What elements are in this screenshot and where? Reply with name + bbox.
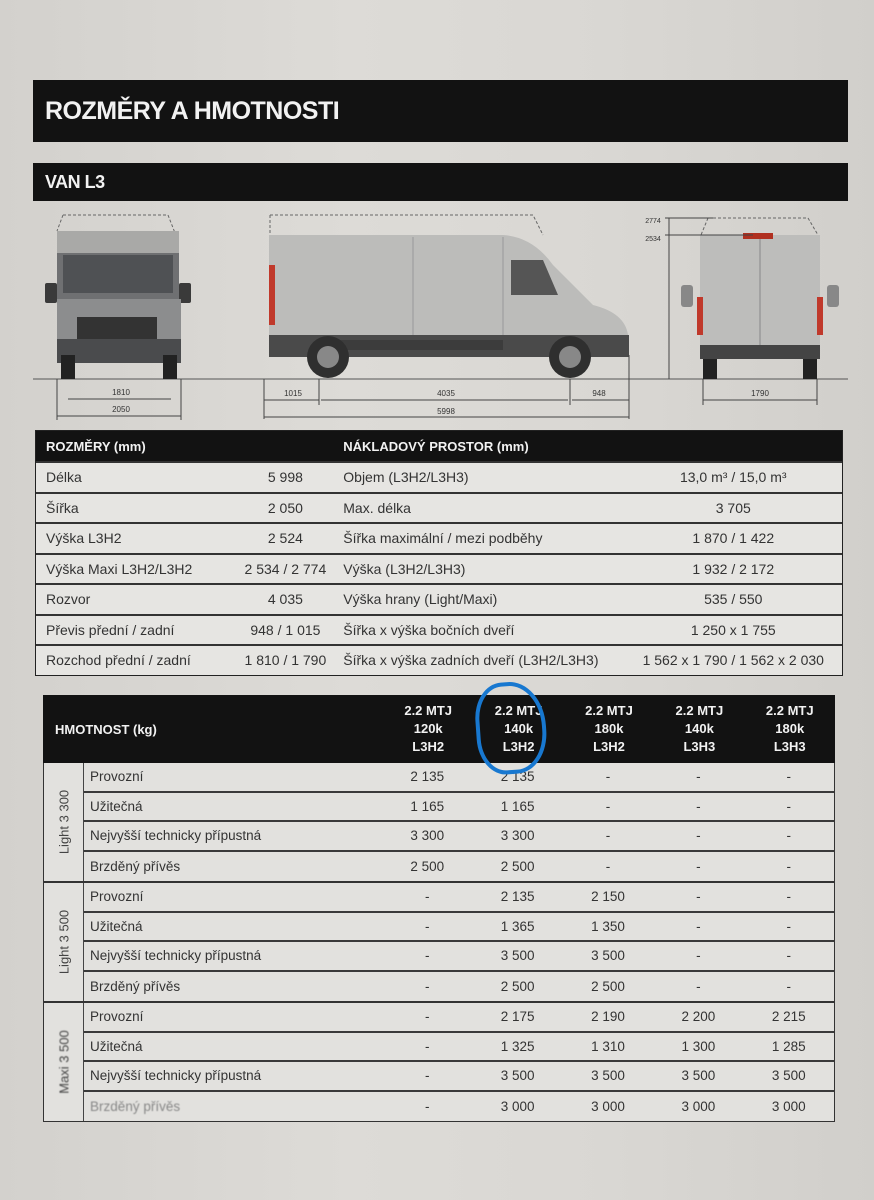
cargo-label: Šířka x výška bočních dveří	[343, 621, 515, 638]
table-row	[36, 461, 842, 492]
group-label: Light 3 500	[56, 909, 72, 975]
weights-table	[43, 695, 835, 1122]
weights-table-header	[43, 695, 835, 763]
group-label: Maxi 3 500	[56, 1030, 72, 1094]
table-row: Užitečná 1 165 1 165 - - -	[84, 793, 834, 823]
column-header-highlighted: 2.2 MTJ 140k L3H2	[473, 702, 563, 756]
table-row	[36, 583, 842, 614]
cargo-space-header: NÁKLADOVÝ PROSTOR (mm)	[343, 438, 529, 454]
dimension-value: 4 035	[267, 591, 303, 608]
cargo-label: Objem (L3H2/L3H3)	[343, 469, 469, 486]
table-row: Nejvyšší technicky přípustná 3 300 3 300 - - -	[84, 822, 834, 852]
dimension-value: 2 524	[267, 530, 303, 547]
dimension-label: Rozchod přední / zadní	[46, 652, 191, 669]
dimension-label: Převis přední / zadní	[46, 621, 175, 638]
weights-header-label: HMOTNOST (kg)	[55, 721, 157, 737]
column-header: 2.2 MTJ 180k L3H3	[765, 703, 814, 754]
table-row: Užitečná - 1 325 1 310 1 300 1 285	[84, 1033, 834, 1063]
cargo-value: 1 250 x 1 755	[690, 621, 776, 638]
dimension-value: 2 050	[267, 499, 303, 516]
dimensions-header: ROZMĚRY (mm)	[46, 438, 146, 454]
dimension-value: 5 998	[267, 469, 303, 486]
dimension-value: 1 810 / 1 790	[244, 652, 327, 669]
weight-group-light-3500	[43, 882, 835, 1002]
van-dimension-drawing	[33, 205, 848, 425]
van-front-view-icon	[45, 215, 191, 379]
group-label: Light 3 300	[56, 789, 72, 855]
dimensions-table	[35, 430, 843, 676]
table-row: Nejvyšší technicky přípustná - 3 500 3 500 3 500 3 500	[84, 1062, 834, 1092]
cargo-value: 1 562 x 1 790 / 1 562 x 2 030	[642, 652, 824, 669]
table-row	[36, 522, 842, 553]
table-row: Brzděný přívěs 2 500 2 500 - - -	[90, 858, 792, 874]
cargo-label: Výška hrany (Light/Maxi)	[343, 591, 498, 608]
dimension-label: Výška L3H2	[46, 530, 122, 547]
cargo-value: 3 705	[715, 499, 751, 516]
table-row: Provozní 2 135 2 135 - - -	[84, 763, 834, 793]
dimension-value: 948 / 1 015	[250, 621, 321, 638]
table-row	[36, 644, 842, 675]
cargo-label: Výška (L3H2/L3H3)	[343, 560, 466, 577]
weight-group-maxi-3500	[43, 1002, 835, 1122]
column-header: 2.2 MTJ 140k L3H3	[675, 703, 724, 754]
page-title: ROZMĚRY A HMOTNOSTI	[33, 80, 848, 142]
table-row: Provozní - 2 175 2 190 2 200 2 215	[84, 1003, 834, 1033]
svg-text:948: 948	[592, 389, 606, 398]
svg-text:2774: 2774	[645, 218, 661, 225]
svg-text:5998: 5998	[437, 407, 455, 416]
svg-text:4035: 4035	[437, 389, 455, 398]
van-side-view-icon	[269, 215, 629, 378]
svg-text:2050: 2050	[112, 405, 130, 414]
dimensions-table-header	[36, 431, 842, 461]
weight-group-light-3300	[43, 763, 835, 882]
svg-text:1810: 1810	[112, 388, 130, 397]
table-row	[36, 492, 842, 523]
column-header: 2.2 MTJ 120k L3H2	[404, 703, 453, 754]
van-rear-view-icon	[681, 218, 839, 379]
cargo-value: 1 870 / 1 422	[692, 530, 775, 547]
dimension-value: 2 534 / 2 774	[244, 560, 327, 577]
svg-text:2534: 2534	[645, 236, 661, 243]
cargo-value: 1 932 / 2 172	[692, 560, 775, 577]
table-row	[36, 614, 842, 645]
cargo-label: Max. délka	[343, 499, 411, 516]
column-header: 2.2 MTJ 180k L3H2	[585, 703, 633, 754]
cargo-value: 535 / 550	[704, 591, 763, 608]
table-row: Brzděný přívěs - 3 000 3 000 3 000 3 000	[90, 1098, 806, 1114]
svg-text:1790: 1790	[751, 389, 769, 398]
dimension-label: Šířka	[46, 499, 79, 516]
table-row: Užitečná - 1 365 1 350 - -	[84, 913, 834, 943]
svg-text:1015: 1015	[284, 389, 302, 398]
table-row: Brzděný přívěs - 2 500 2 500 - -	[90, 978, 792, 994]
table-row: Nejvyšší technicky přípustná - 3 500 3 500 - -	[84, 942, 834, 972]
dimension-label: Rozvor	[46, 591, 91, 608]
cargo-value: 13,0 m³ / 15,0 m³	[679, 469, 787, 486]
section-title: VAN L3	[33, 163, 848, 201]
dimension-label: Délka	[46, 469, 82, 486]
table-row: Provozní - 2 135 2 150 - -	[84, 883, 834, 913]
pen-circle-annotation	[473, 680, 549, 777]
dimension-label: Výška Maxi L3H2/L3H2	[46, 560, 193, 577]
cargo-label: Šířka x výška zadních dveří (L3H2/L3H3)	[343, 652, 599, 669]
cargo-label: Šířka maximální / mezi podběhy	[343, 530, 543, 547]
table-row	[36, 553, 842, 584]
